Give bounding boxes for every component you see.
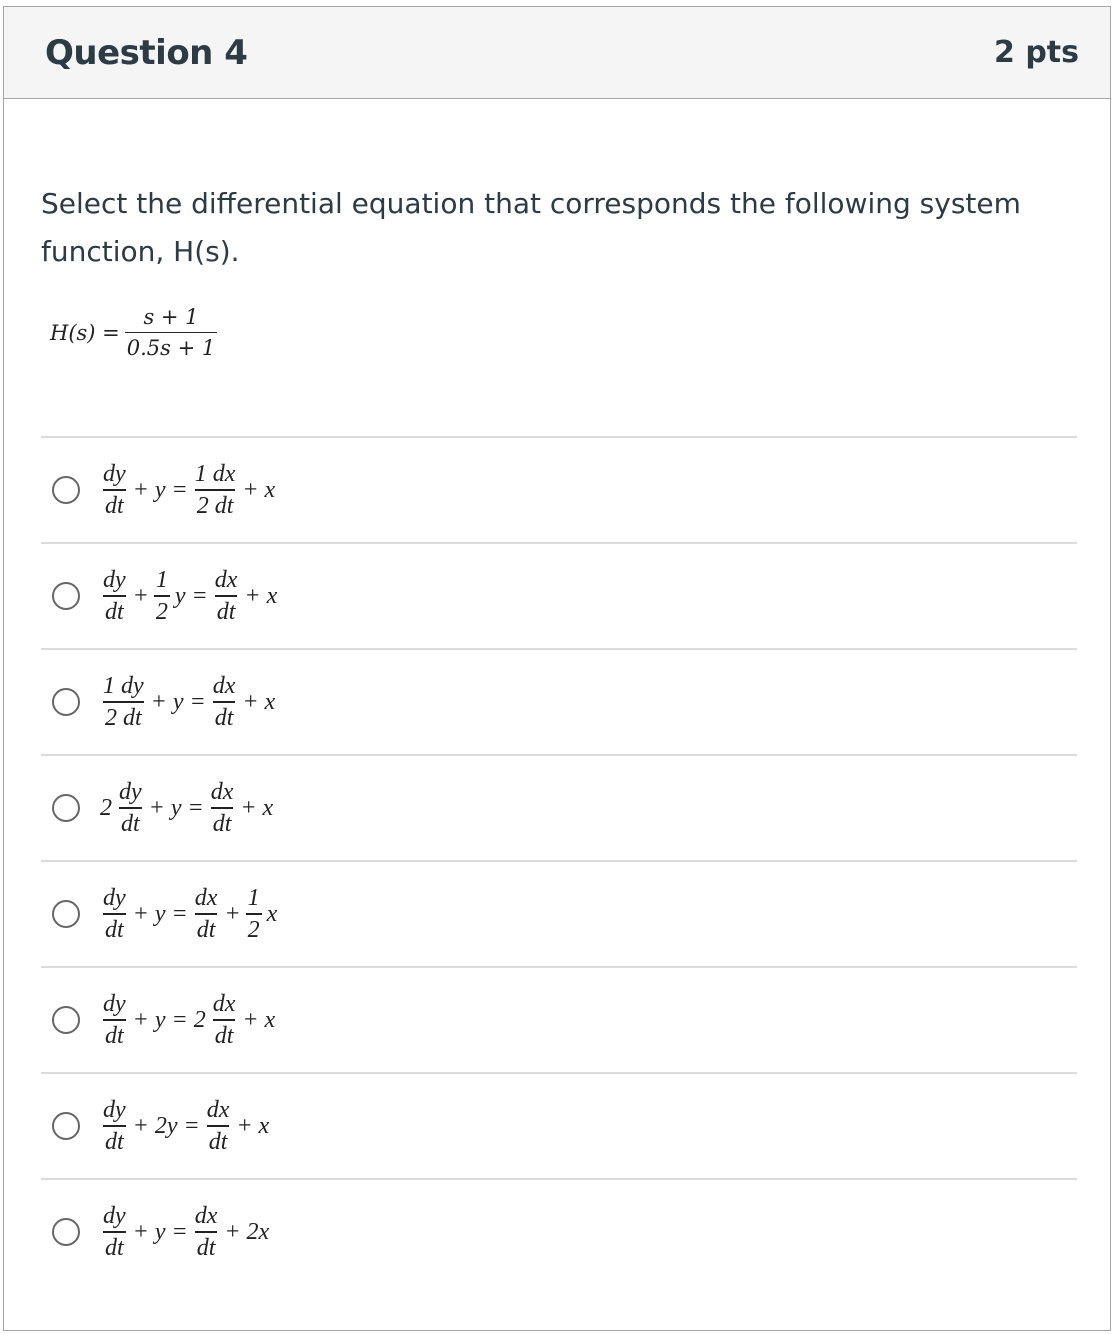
numerator: dx <box>214 567 238 593</box>
equation-term: + <box>224 900 241 927</box>
fraction <box>101 1095 128 1157</box>
fraction <box>117 777 144 839</box>
radio-button[interactable] <box>52 1112 80 1140</box>
numerator: 1 <box>155 567 168 593</box>
question-header <box>4 7 1110 99</box>
fraction <box>193 883 220 945</box>
answer-option[interactable] <box>41 966 1077 1072</box>
fraction <box>154 565 170 627</box>
fraction <box>246 883 262 945</box>
denominator: dt <box>103 913 126 945</box>
numerator: dx <box>194 885 218 911</box>
answer-option[interactable] <box>41 754 1077 860</box>
numerator: dy <box>103 991 126 1017</box>
numerator: dy <box>103 567 126 593</box>
answer-option[interactable] <box>41 542 1077 648</box>
denominator: dt <box>103 1019 126 1051</box>
denominator: dt <box>207 1125 230 1157</box>
fraction <box>101 1201 128 1263</box>
denominator: dt <box>213 701 236 733</box>
equation-term: + 2x <box>224 1218 270 1245</box>
fraction <box>205 1095 232 1157</box>
equation <box>98 883 279 945</box>
fraction <box>209 777 236 839</box>
denominator: 2 dt <box>195 489 236 521</box>
denominator: dt <box>215 595 238 627</box>
equation <box>98 459 277 521</box>
denominator: 0.5s + 1 <box>125 332 217 363</box>
equation-term: + x <box>244 582 278 609</box>
fraction <box>193 459 238 521</box>
radio-button[interactable] <box>52 900 80 928</box>
numerator: dx <box>206 1097 230 1123</box>
equation-term: 2 <box>100 794 112 821</box>
fraction <box>211 671 238 733</box>
numerator: 1 dy <box>103 673 144 699</box>
numerator: dy <box>103 1097 126 1123</box>
equation-term: + y = <box>148 794 204 821</box>
numerator: dx <box>210 779 234 805</box>
numerator: 1 <box>247 885 260 911</box>
radio-button[interactable] <box>52 1006 80 1034</box>
answer-options <box>41 436 1077 1284</box>
radio-button[interactable] <box>52 1218 80 1246</box>
denominator: 2 <box>246 913 262 945</box>
equation <box>98 1201 271 1263</box>
fraction <box>101 989 128 1051</box>
answer-option[interactable] <box>41 1178 1077 1284</box>
numerator: dx <box>194 1203 218 1229</box>
equation <box>98 1095 271 1157</box>
equation <box>98 671 277 733</box>
equation-term: + x <box>236 1112 270 1139</box>
denominator: dt <box>195 1231 218 1263</box>
fraction <box>193 1201 220 1263</box>
numerator: dx <box>212 991 236 1017</box>
denominator: dt <box>103 1231 126 1263</box>
numerator: dy <box>103 885 126 911</box>
equation-term: + y = <box>150 688 206 715</box>
radio-button[interactable] <box>52 476 80 504</box>
equation-term: + x <box>242 688 276 715</box>
denominator: 2 dt <box>103 701 144 733</box>
numerator: dx <box>212 673 236 699</box>
fraction <box>211 989 238 1051</box>
radio-button[interactable] <box>52 794 80 822</box>
numerator: s + 1 <box>143 305 199 329</box>
equation-term: + y = <box>132 1218 188 1245</box>
radio-button[interactable] <box>52 582 80 610</box>
fraction <box>101 459 128 521</box>
denominator: dt <box>213 1019 236 1051</box>
system-function-lhs: H(s) = <box>50 320 120 345</box>
fraction <box>101 883 128 945</box>
equation-term: + y = <box>132 900 188 927</box>
system-function <box>48 302 220 363</box>
equation <box>98 777 275 839</box>
equation <box>98 565 279 627</box>
system-function-fraction <box>125 302 217 363</box>
fraction <box>213 565 240 627</box>
denominator: 2 <box>154 595 170 627</box>
numerator: dy <box>103 461 126 487</box>
answer-option[interactable] <box>41 1072 1077 1178</box>
denominator: dt <box>103 595 126 627</box>
equation-term: + x <box>240 794 274 821</box>
fraction <box>101 671 146 733</box>
equation-term: + x <box>242 1006 276 1033</box>
question-title: Question 4 <box>45 32 248 73</box>
denominator: dt <box>119 807 142 839</box>
question-points: 2 pts <box>994 35 1079 70</box>
equation-term: + <box>132 582 149 609</box>
radio-button[interactable] <box>52 688 80 716</box>
equation <box>98 989 277 1051</box>
numerator: dy <box>119 779 142 805</box>
numerator: 1 dx <box>194 461 236 487</box>
equation-term: x <box>266 900 278 927</box>
fraction <box>101 565 128 627</box>
numerator: dy <box>103 1203 126 1229</box>
equation-term: + x <box>242 476 276 503</box>
answer-option[interactable] <box>41 436 1077 542</box>
denominator: dt <box>211 807 234 839</box>
denominator: dt <box>195 913 218 945</box>
equation-term: + 2y = <box>132 1112 200 1139</box>
equation-term: + y = 2 <box>132 1006 206 1033</box>
denominator: dt <box>103 1125 126 1157</box>
answer-option[interactable] <box>41 648 1077 754</box>
denominator: dt <box>103 489 126 521</box>
equation-term: y = <box>174 582 208 609</box>
equation-term: + y = <box>132 476 188 503</box>
question-prompt: Select the differential equation that corresponds the following system function, H(s). <box>41 187 1021 268</box>
answer-option[interactable] <box>41 860 1077 966</box>
